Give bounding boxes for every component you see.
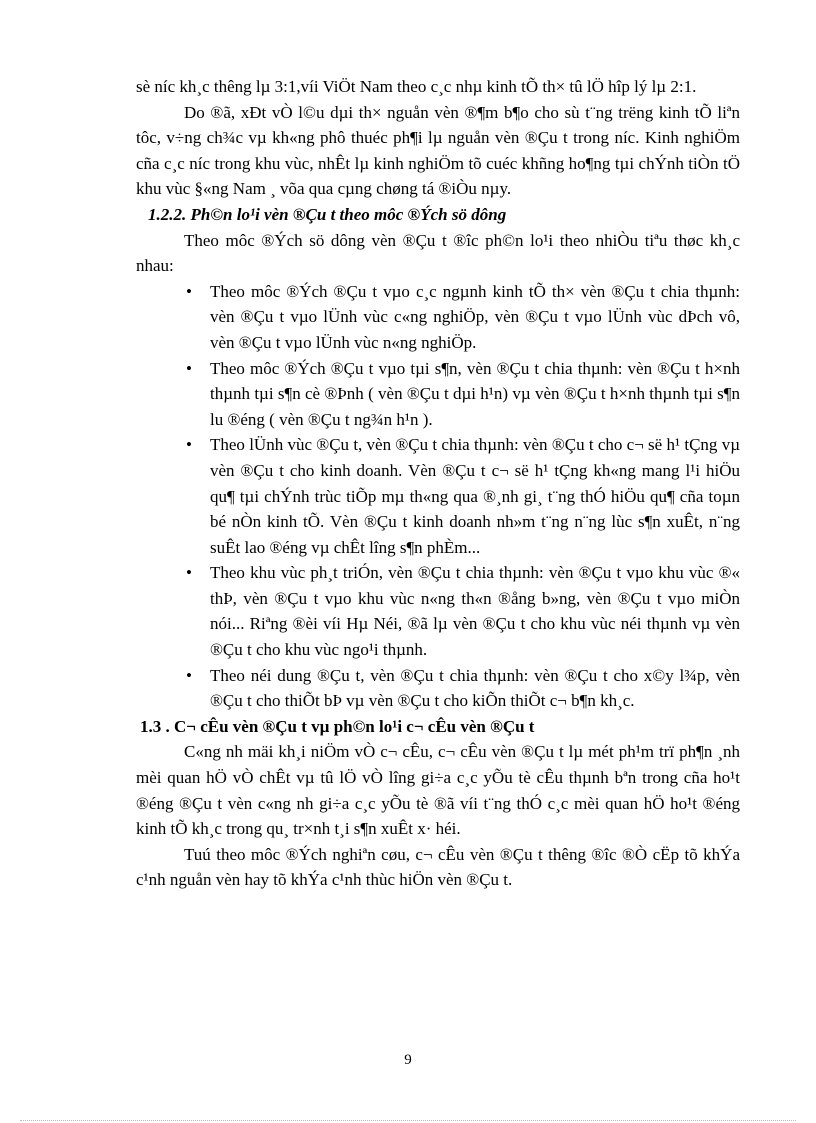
bullet-icon: •	[186, 665, 192, 685]
list-item-text: Theo néi dung ®Çu t, vèn ®Çu t chia thµnh: vèn ®Çu t cho x©y l¾p, vèn ®Çu t cho thiÕt bÞ vµ vèn ®Çu t cho kiÕn thiÕt c¬ b¶n kh¸c.	[210, 665, 740, 711]
list-item	[136, 279, 740, 356]
paragraph: Do ®ã, xÐt vÒ l©u dµi th× nguån vèn ®¶m b¶o cho sù t¨ng trëng kinh tÕ liªn tôc, v÷ng ch¾c vµ kh«ng phô thuéc ph¶i lµ nguån vèn ®Çu t trong níc. Kinh nghiÖm cña c¸c níc trong khu vùc, nhÊt lµ kinh nghiÖm tõ cuéc khñng ho¶ng tµi chÝnh tiÒn tÖ khu vùc §«ng Nam ¸ võa qua cµng chøng tá ®iÒu nµy.	[136, 102, 740, 199]
section-heading-1-3: 1.3 . C¬ cÊu vèn ®Çu t vµ ph©n lo¹i c¬ cÊu vèn ®Çu t	[140, 716, 535, 736]
bullet-icon: •	[186, 281, 192, 301]
paragraph: Theo môc ®Ých sö dông vèn ®Çu t ®îc ph©n lo¹i theo nhiÒu tiªu thøc kh¸c nhau:	[136, 230, 740, 276]
list-item	[136, 560, 740, 662]
page-bottom-divider	[20, 1120, 796, 1121]
page-body	[136, 74, 740, 893]
section-heading-1-2-2: 1.2.2. Ph©n lo¹i vèn ®Çu t theo môc ®Ých sö dông	[148, 204, 507, 224]
list-item-text: Theo môc ®Ých ®Çu t vµo c¸c ngµnh kinh tÕ th× vèn ®Çu t chia thµnh: vèn ®Çu t vµo lÜnh vùc c«ng nghiÖp, vèn ®Çu t vµo lÜnh vùc dÞch vô, vèn ®Çu t vµo lÜnh vùc n«ng nghiÖp.	[210, 281, 740, 352]
list-item	[136, 356, 740, 433]
page-number: 9	[404, 1052, 412, 1068]
bullet-icon: •	[186, 563, 192, 583]
list-item-text: Theo khu vùc ph¸t triÓn, vèn ®Çu t chia thµnh: vèn ®Çu t vµo khu vùc ®« thÞ, vèn ®Çu t vµo khu vùc n«ng th«n ®ång b»ng, vèn ®Çu t vµo miÒn nói... Riªng ®èi víi Hµ Néi, ®ã lµ vèn ®Çu t cho khu vùc néi thµnh vµ vèn ®Çu t cho khu vùc ngo¹i thµnh.	[210, 563, 740, 660]
paragraph-continued: sè níc kh¸c thêng lµ 3:1,víi ViÖt Nam theo c¸c nhµ kinh tÕ th× tû lÖ hîp lý lµ 2:1.	[136, 77, 697, 96]
list-item	[136, 663, 740, 714]
list-item	[136, 432, 740, 560]
list-item-text: Theo môc ®Ých ®Çu t vµo tµi s¶n, vèn ®Çu t chia thµnh: vèn ®Çu t h×nh thµnh tµi s¶n cè ®Þnh ( vèn ®Çu t dµi h¹n) vµ vèn ®Çu t h×nh thµnh tµi s¶n lu ®éng ( vèn ®Çu t ng¾n h¹n ).	[210, 358, 740, 429]
paragraph: Tuú theo môc ®Ých nghiªn cøu, c¬ cÊu vèn ®Çu t thêng ®îc ®Ò cËp tõ khÝa c¹nh nguån vèn hay tõ khÝa c¹nh thùc hiÖn vèn ®Çu t.	[136, 844, 740, 890]
list-item-text: Theo lÜnh vùc ®Çu t, vèn ®Çu t chia thµnh: vèn ®Çu t cho c¬ së h¹ tÇng vµ vèn ®Çu t cho kinh doanh. Vèn ®Çu t c¬ së h¹ tÇng kh«ng mang l¹i hiÖu qu¶ tµi chÝnh trùc tiÕp mµ th«ng qua ®¸nh gi¸ t¨ng thÓ hiÖu qu¶ cña toµn bé nÒn kinh tÕ. Vèn ®Çu t kinh doanh nh»m t¨ng n¨ng lùc s¶n xuÊt, n¨ng suÊt lao ®éng vµ chÊt lîng s¶n phÈm...	[210, 435, 740, 557]
bullet-icon: •	[186, 358, 192, 378]
bullet-icon: •	[186, 435, 192, 455]
paragraph: C«ng nh mäi kh¸i niÖm vÒ c¬ cÊu, c¬ cÊu vèn ®Çu t lµ mét ph¹m trï ph¶n ¸nh mèi quan hÖ vÒ chÊt vµ tû lÖ vÒ lîng gi÷a c¸c yÕu tè cÊu thµnh bªn trong cña ho¹t ®éng ®Çu t vèn c«ng nh gi÷a c¸c yÕu tè ®ã víi t¨ng thÓ c¸c mèi quan hÖ ho¹t ®éng kinh tÕ kh¸c trong qu¸ tr×nh t¸i s¶n xuÊt x· héi.	[136, 742, 740, 839]
bullet-list	[136, 279, 740, 714]
